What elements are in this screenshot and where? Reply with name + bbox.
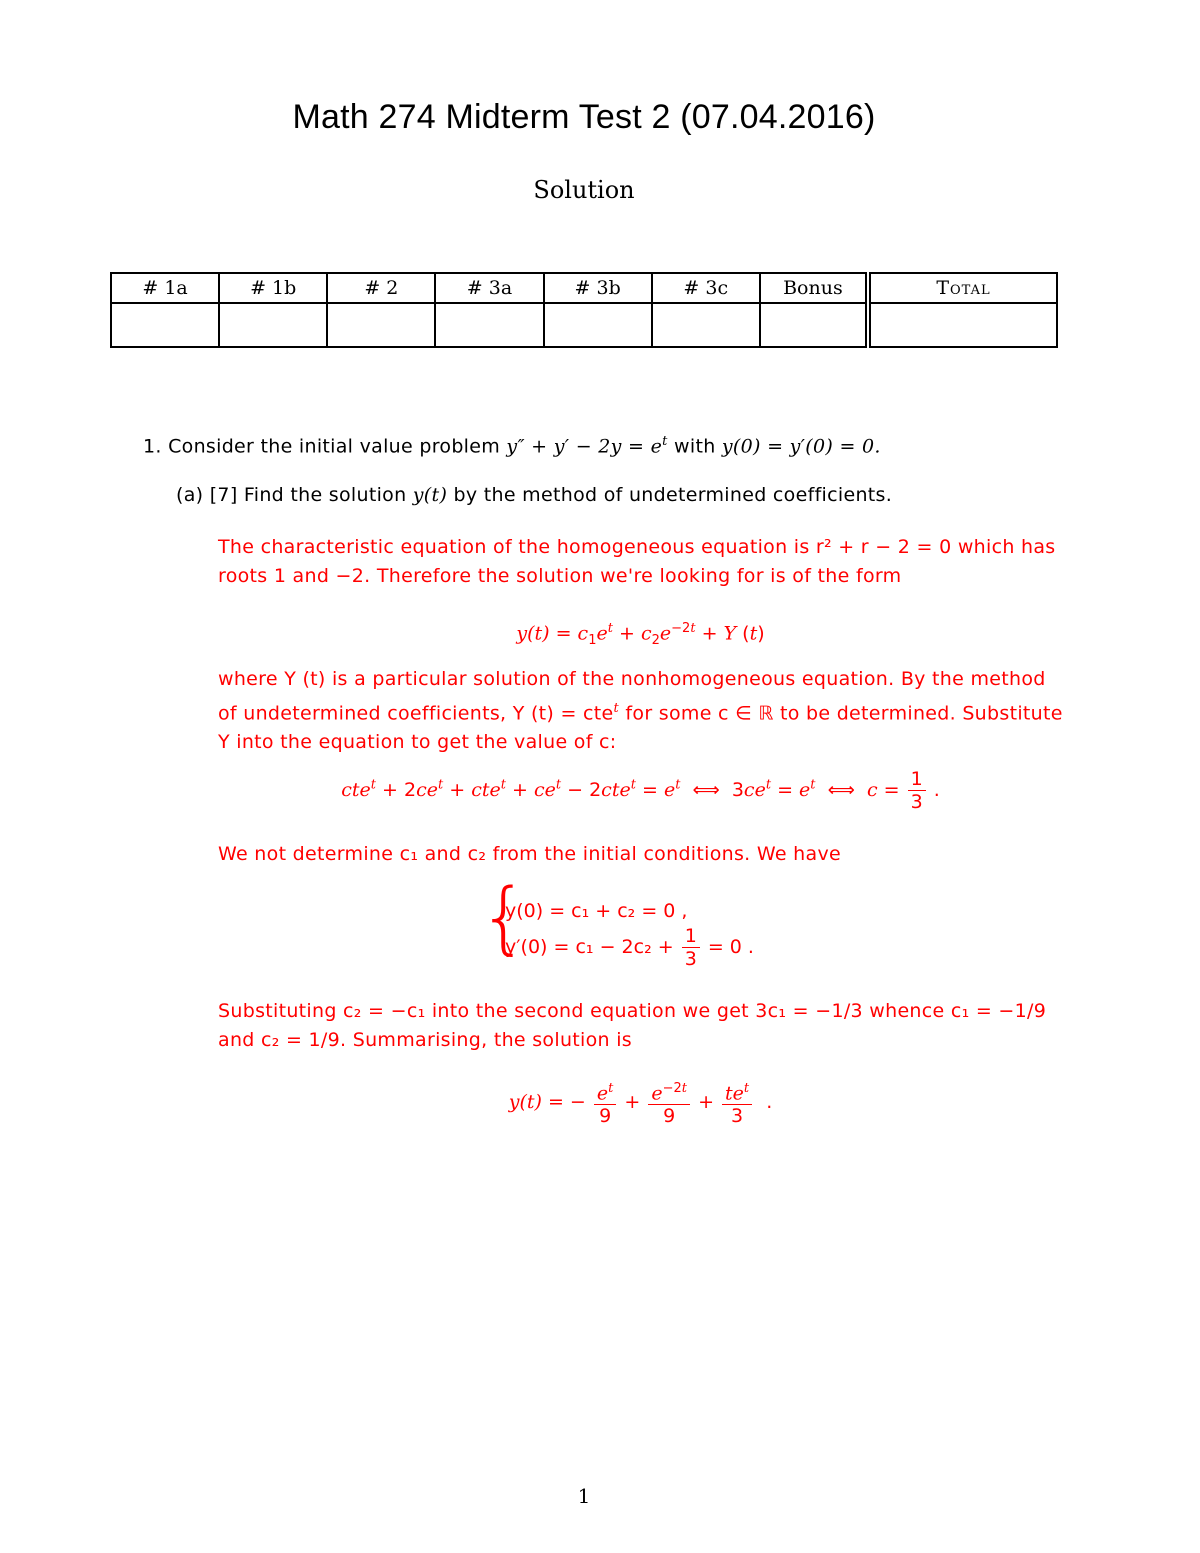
part-a-statement: (a) [7] Find the solution y(t) by the method of undetermined coefficients. (176, 484, 893, 506)
grade-header-3b: # 3b (544, 273, 652, 303)
grade-cell-total (868, 303, 1057, 347)
general-solution-form: $y(t) = c_1e^t + c_2e^{-2t} + Y$ (t) (516, 621, 765, 649)
grade-cell (111, 303, 219, 347)
part-a-points: [7] (209, 484, 238, 506)
grade-header-3a: # 3a (435, 273, 543, 303)
left-brace: { (479, 873, 529, 963)
grade-header-2: # 2 (327, 273, 435, 303)
grade-header-3c: # 3c (652, 273, 760, 303)
solution-paragraph-3: We not determine c₁ and c₂ from the initial conditions. We have (218, 843, 841, 865)
initial-conditions: y(0) = y′(0) = 0. (721, 435, 881, 458)
ode-equation: y″ + y′ − 2y = e (506, 435, 663, 458)
grade-cell (435, 303, 543, 347)
problem-1-statement: 1. Consider the initial value problem $y'' + y' - 2y = e^t$ with y(0) = y′(0) = 0. (143, 434, 881, 458)
grade-cell (544, 303, 652, 347)
grade-table-header-row (111, 273, 1057, 303)
grade-header-total: Total (868, 273, 1057, 303)
coefficient-equation: $cte^t + 2ce^t + cte^t + ce^t - 2cte^t = e^t$ ⟺ $3ce^t = e^t$ ⟺ c = $\frac{1}{3}$ . (341, 768, 940, 813)
initial-condition-system: { y(0) = c₁ + c₂ = 0 , y′(0) = c₁ − 2c₂ + $\frac{1}{3}$ = 0 . (479, 873, 754, 970)
page-subtitle: Solution (533, 176, 635, 204)
solution-paragraph-2: where Y (t) is a particular solution of the nonhomogeneous equation. By the method of undetermined coefficients, Y (t) = cte$^t$ for some c ∈ ℝ to be determined. Substitute Y into the equation to get the value of c: (218, 668, 1063, 754)
grade-cell (327, 303, 435, 347)
solution-paragraph-4: Substituting c₂ = −c₁ into the second equation we get 3c₁ = −1/3 whence c₁ = −1/9 and c₂ = 1/9. Summarising, the solution is (218, 1000, 1047, 1051)
grade-cell (652, 303, 760, 347)
problem-number: 1. (143, 435, 162, 458)
grade-cell (760, 303, 868, 347)
grade-table (110, 272, 1058, 348)
grade-table-score-row (111, 303, 1057, 347)
grade-header-bonus: Bonus (760, 273, 868, 303)
grade-cell (219, 303, 327, 347)
final-solution: y(t) = − $\frac{e^t}{9}$ + $\frac{e^{-2t}}{9}$ + $\frac{te^t}{3}$ . (218, 1078, 1063, 1127)
grade-header-1b: # 1b (219, 273, 327, 303)
page-number: 1 (577, 1484, 591, 1508)
grade-header-1a: # 1a (111, 273, 219, 303)
page-title: Math 274 Midterm Test 2 (07.04.2016) (292, 98, 876, 136)
solution-paragraph-1: The characteristic equation of the homogeneous equation is r² + r − 2 = 0 which has roots 1 and −2. Therefore the solution we're looking for is of the form (218, 536, 1056, 587)
